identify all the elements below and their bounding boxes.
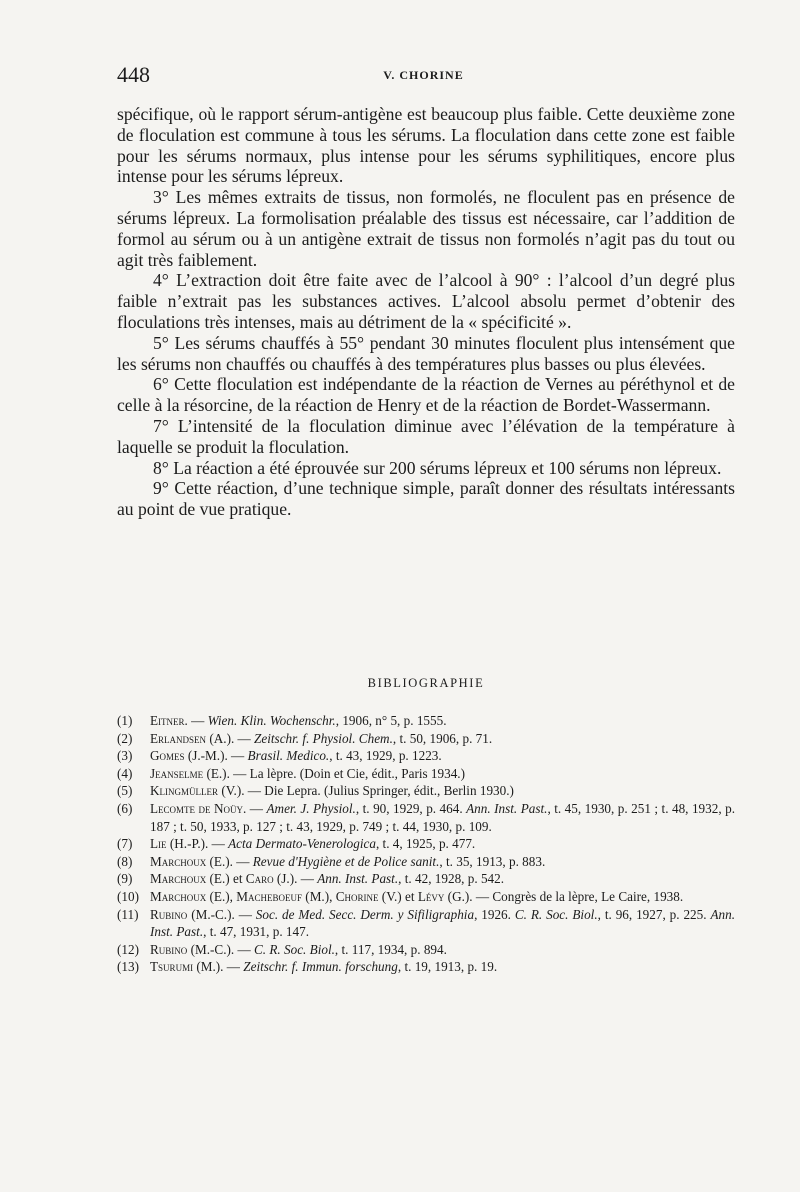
reference-journal: Wien. Klin. Wochenschr. bbox=[207, 713, 336, 728]
reference-item: (6) Lecomte de Noüy. — Amer. J. Physiol., t. 90, 1929, p. 464. Ann. Inst. Past., t. 45, 1930, p. 251 ; t. 48, 1932, p. 187 ; t. 50, 1933, p. 127 ; t. 43, 1929, p. 749 ; t. 44, 1930, p. 109. bbox=[117, 800, 736, 834]
reference-journal: Ann. Inst. Past. bbox=[317, 871, 399, 887]
reference-item: (1) Eitner. — Wien. Klin. Wochenschr., 1906, n° 5, p. 1555. bbox=[117, 713, 447, 728]
reference-number: (2) bbox=[117, 730, 133, 746]
reference-number: (4) bbox=[117, 765, 133, 781]
running-title: V. CHORINE bbox=[383, 68, 464, 82]
reference-item: (11) Rubino (M.-C.). — Soc. de Med. Secc. Derm. y Sifiligraphia, 1926. C. R. Soc. Biol., t. 96, 1927, p. 225. Ann. Inst. Past., t. 47, 1931, p. 147. bbox=[117, 906, 735, 940]
reference-journal: Zeitschr. f. Physiol. Chem. bbox=[254, 730, 393, 746]
reference-number: (8) bbox=[117, 853, 133, 869]
reference-number: (13) bbox=[117, 959, 139, 975]
bibliography-title: BIBLIOGRAPHIE bbox=[367, 676, 485, 690]
reference-number: (6) bbox=[117, 800, 133, 816]
reference-journal: Revue d'Hygiène et de Police sanit. bbox=[252, 853, 440, 869]
reference-number: (9) bbox=[117, 871, 133, 887]
reference-item: (3) Gomes (J.-M.). — Brasil. Medico., t. 43, 1929, p. 1223. bbox=[117, 748, 442, 764]
reference-item: (2) Erlandsen (A.). — Zeitschr. f. Physiol. Chem., t. 50, 1906, p. 71. bbox=[117, 730, 493, 746]
reference-journal: Brasil. Medico. bbox=[247, 748, 330, 764]
reference-journal: Ann. Inst. Past. bbox=[466, 800, 548, 816]
reference-author: Macheboeuf bbox=[236, 888, 302, 904]
reference-journal: Amer. J. Physiol. bbox=[266, 800, 356, 816]
paragraph-1: spécifique, où le rapport sérum-antigène est beaucoup plus faible. Cette deuxième zone de floculation est commune à tous les sérums. La floculation dans cette zone est faible pour les sérums normaux, plus intense pour les sérums syphilitiques, encore plus intense pour les sérums lépreux. bbox=[117, 104, 735, 187]
reference-number: (5) bbox=[117, 783, 133, 799]
reference-author: Klingmüller bbox=[150, 783, 219, 799]
reference-author: Rubino bbox=[150, 906, 188, 922]
reference-journal: C. R. Soc. Biol. bbox=[253, 941, 335, 957]
reference-item: (9) Marchoux (E.) et Caro (J.). — Ann. Inst. Past., t. 42, 1928, p. 542. bbox=[117, 871, 505, 887]
paragraph-point-9: 9° Cette réaction, d’une technique simple, paraît donner des résultats intéressants au point de vue pratique. bbox=[117, 478, 735, 520]
reference-author: Erlandsen bbox=[150, 730, 207, 746]
reference-author: Lie bbox=[150, 836, 167, 852]
page-header bbox=[117, 62, 730, 92]
reference-number: (3) bbox=[117, 748, 133, 764]
reference-journal: Soc. de Med. Secc. Derm. y Sifiligraphia bbox=[255, 906, 475, 922]
reference-number: (12) bbox=[117, 941, 139, 957]
paragraph-point-7: 7° L’intensité de la floculation diminue avec l’élévation de la température à laquelle se produit la floculation. bbox=[117, 415, 735, 457]
reference-journal: Zeitschr. f. Immun. forschung bbox=[243, 959, 398, 975]
paragraph-point-8: 8° La réaction a été éprouvée sur 200 sérums lépreux et 100 sérums non lépreux. bbox=[153, 457, 722, 478]
reference-author: Lévy bbox=[417, 888, 445, 904]
body-text bbox=[117, 104, 735, 520]
paragraph-point-5: 5° Les sérums chauffés à 55° pendant 30 minutes floculent plus intensément que les sérums non chauffés ou chauffés à des températures plus basses ou plus élevées. bbox=[117, 332, 735, 374]
reference-item: (5) Klingmüller (V.). — Die Lepra. (Julius Springer, édit., Berlin 1930.) bbox=[117, 783, 514, 799]
reference-number: (11) bbox=[117, 906, 139, 922]
paragraph-point-6: 6° Cette floculation est indépendante de la réaction de Vernes au péréthynol et de celle à la résorcine, de la réaction de Henry et de la réaction de Bordet-Wassermann. bbox=[117, 374, 735, 416]
reference-journal: C. R. Soc. Biol. bbox=[514, 906, 598, 922]
reference-author: Marchoux bbox=[150, 871, 207, 887]
reference-item: (10) Marchoux (E.), Macheboeuf (M.), Chorine (V.) et Lévy (G.). — Congrès de la lèpre, Le Caire, 1938. bbox=[117, 888, 684, 904]
reference-number: (10) bbox=[117, 888, 139, 904]
bibliography-list bbox=[117, 712, 735, 976]
reference-item: (7) Lie (H.-P.). — Acta Dermato-Venerologica, t. 4, 1925, p. 477. bbox=[117, 836, 476, 852]
reference-item: (4) Jeanselme (E.). — La lèpre. (Doin et Cie, édit., Paris 1934.) bbox=[117, 765, 465, 781]
reference-author: Marchoux bbox=[150, 888, 207, 904]
page-number: 448 bbox=[117, 62, 150, 87]
reference-journal: Acta Dermato-Venerologica bbox=[228, 836, 376, 852]
paragraph-point-3: 3° Les mêmes extraits de tissus, non formolés, ne floculent pas en présence de sérums lépreux. La formolisation préalable des tissus est nécessaire, car l’addition de formol au sérum ou à un antigène extrait de tissus non formolés n’agit pas du tout ou agit très faiblement. bbox=[117, 187, 735, 270]
reference-item: (12) Rubino (M.-C.). — C. R. Soc. Biol., t. 117, 1934, p. 894. bbox=[117, 941, 447, 957]
paragraph-point-4: 4° L’extraction doit être faite avec de l’alcool à 90° : l’alcool d’un degré plus faible n’extrait pas les substances actives. L’alcool absolu permet d’obtenir des floculations très intenses, mais au détriment de la « spécificité ». bbox=[117, 270, 735, 332]
reference-item: (8) Marchoux (E.). — Revue d'Hygiène et de Police sanit., t. 35, 1913, p. 883. bbox=[117, 853, 546, 869]
reference-author: Eitner. bbox=[150, 713, 188, 728]
reference-author: Gomes bbox=[150, 748, 185, 764]
reference-item: (13) Tsurumi (M.). — Zeitschr. f. Immun. forschung, t. 19, 1913, p. 19. bbox=[117, 959, 498, 975]
reference-author: Chorine bbox=[335, 888, 379, 904]
reference-author: Jeanselme bbox=[150, 765, 204, 781]
reference-journal: Ann. Inst. Past. bbox=[150, 906, 735, 940]
reference-author: Tsurumi bbox=[150, 959, 194, 975]
reference-number: (7) bbox=[117, 836, 133, 852]
reference-number: (1) bbox=[117, 713, 133, 728]
reference-author: Rubino bbox=[150, 941, 188, 957]
reference-author: Lecomte de Noüy. bbox=[150, 800, 247, 816]
reference-author: Caro bbox=[245, 871, 274, 887]
reference-author: Marchoux bbox=[150, 853, 207, 869]
